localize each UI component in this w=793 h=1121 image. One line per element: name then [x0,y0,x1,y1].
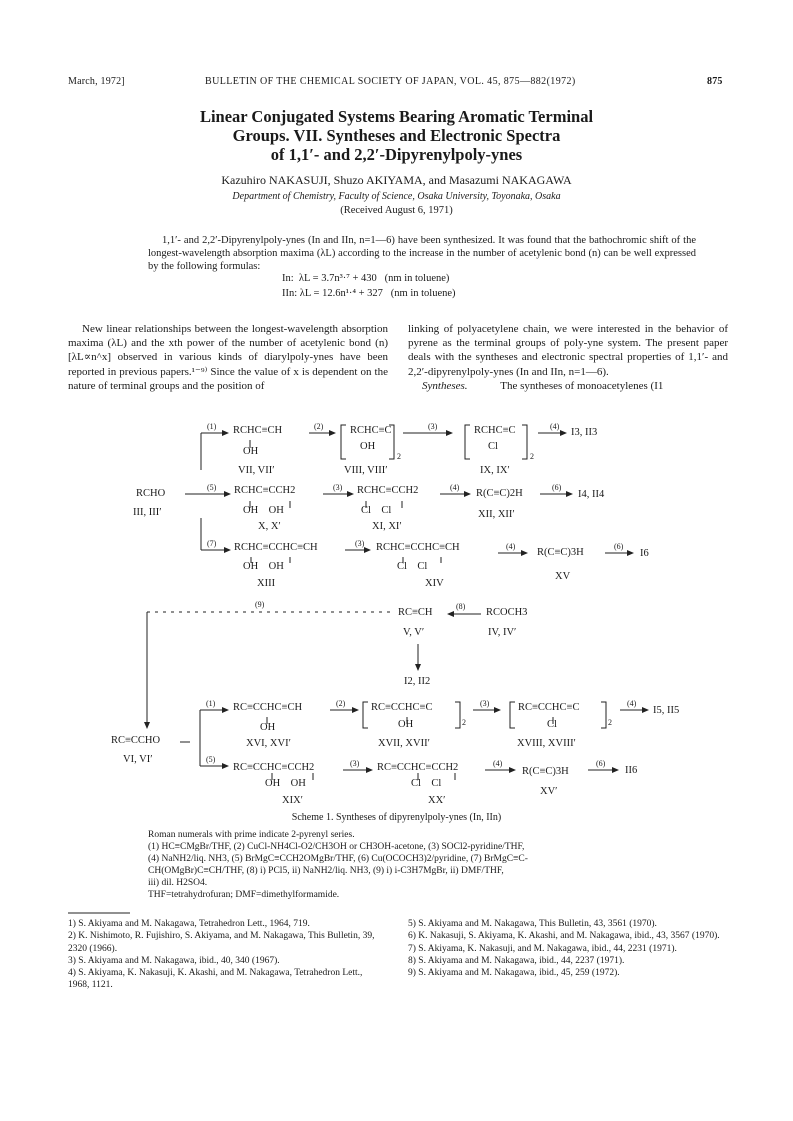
compound-xiii-formula: RCHC≡CCHC≡CH [234,542,318,553]
scheme-step-label: (3) [428,422,438,431]
reference-item: 4) S. Akiyama, K. Nakasuji, K. Akashi, and M. Nakagawa, Tetrahedron Lett., 1968, 1121. [68,968,363,991]
rccho-label: VI, VI′ [123,754,153,765]
compound-xix-label: XIX′ [282,795,303,806]
references-left [68,918,386,992]
compound-xvi-formula: RC≡CCHC≡CH [233,702,303,713]
header-page-number: 875 [707,76,723,87]
reference-item: 7) S. Akiyama, K. Nakasuji, and M. Nakagawa, ibid., 44, 2231 (1971). [408,943,677,954]
compound-xvii-formula: RC≡CCHC≡C [371,702,433,713]
compound-vii-formula: RCHC≡CH [233,425,283,436]
reference-item: 2) K. Nishimoto, R. Fujishiro, S. Akiyama, and M. Nakagawa, This Bulletin, 39, 2320 (1966). [68,931,375,954]
article-title-line-2: Groups. VII. Syntheses and Electronic Spectra [232,126,561,145]
abstract-formula-2: IIn: λL = 12.6n¹·⁴ + 327 (nm in toluene) [282,288,456,299]
compound-xv-prime-label: XV′ [540,786,558,797]
header-journal: BULLETIN OF THE CHEMICAL SOCIETY OF JAPAN, VOL. 45, 875—882(1972) [205,76,576,87]
syntheses-heading: Syntheses. [422,379,468,392]
body-left-column: New linear relationships between the longest-wavelength absorption maxima (λL) and the xth power of the number of acetylenic bond (n)[λL∝n^x] observed in various kinds of diarylpoly-ynes have been reported in previous papers.¹⁻⁹⁾ Since the value of x is dependent on the nature of terminal groups and the position of [68,323,388,392]
compound-xii-formula: R(C≡C)2H [476,488,523,499]
compound-x-formula: RCHC≡CCH2 [234,485,296,496]
header-date: March, 1972] [68,76,125,87]
compound-xvi-substituent: OH [260,722,276,733]
scheme-step-label: (5) [206,755,216,764]
compound-xviii-substituent: Cl [547,719,557,730]
rcho-label: III, III′ [133,507,162,518]
compound-xvii-substituent: OH [398,719,414,730]
article-title-line-3: of 1,1′- and 2,2′-Dipyrenylpoly-ynes [270,145,523,164]
product-i5-ii5: I5, II5 [653,705,680,716]
compound-xii-label: XII, XII′ [478,509,515,520]
compound-xviii-formula: RC≡CCHC≡C [518,702,580,713]
authors: Kazuhiro NAKASUJI, Shuzo AKIYAMA, and Masazumi NAKAGAWA [221,173,572,187]
abstract-text: 1,1′- and 2,2′-Dipyrenylpoly-ynes (In and IIn, n=1—6) have been synthesized. It was found that the bathochromic shift of the longest-wavelength absorption maxima (λL) according to the increase in the number of acetylenic bond (n) can be well expressed by the following formulas: [148,235,696,272]
scheme-step-label: (6) [596,759,606,768]
legend-line: CH(OMgBr)C≡CH/THF, (8) i) PCl5, ii) NaNH2/liq. NH3, (9) i) i-C3H7MgBr, ii) DMF/THF, [148,866,504,876]
rcho-formula: RCHO [136,488,166,499]
compound-v-formula: RC≡CH [398,607,433,618]
compound-vii-label: VII, VII′ [238,465,275,476]
scheme-step-label: (3) [350,759,360,768]
compound-xi-label: XI, XI′ [372,521,402,532]
reference-item: 5) S. Akiyama and M. Nakagawa, This Bulletin, 43, 3561 (1970). [408,919,657,929]
scheme-step-label: (1) [206,699,216,708]
scheme-step-label: (4) [506,542,516,551]
scheme-step-label: (2) [314,422,324,431]
compound-v-label: V, V′ [403,627,425,638]
scheme-step-label: (4) [493,759,503,768]
compound-xx-label: XX′ [428,795,446,806]
compound-xvi-label: XVI, XVI′ [246,738,291,749]
scheme-step-label: (3) [333,483,343,492]
reference-item: 1) S. Akiyama and M. Nakagawa, Tetrahedron Lett., 1964, 719. [68,919,310,929]
compound-viii-substituent: OH [360,441,376,452]
reference-item: 9) S. Akiyama and M. Nakagawa, ibid., 45, 259 (1972). [408,968,620,979]
legend-line: iii) dil. H2SO4. [148,878,208,888]
compound-xv-prime-formula: R(C≡C)3H [522,766,569,777]
product-ii6: II6 [625,765,638,776]
compound-ix-subscript: 2 [530,452,534,461]
compound-ix-substituent: Cl [488,441,498,452]
product-i6: I6 [640,548,649,559]
compound-xi-substituents: Cl Cl [361,505,392,516]
compound-xiv-formula: RCHC≡CCHC≡CH [376,542,460,553]
compound-ix-label: IX, IX′ [480,465,510,476]
compound-xvii-label: XVII, XVII′ [378,738,430,749]
compound-viii-formula: RCHC≡C [350,425,392,436]
product-i4-ii4: I4, II4 [578,489,605,500]
compound-iv-formula: RCOCH3 [486,607,528,618]
scheme-step-label: (3) [355,539,365,548]
compound-xviii-label: XVIII, XVIII′ [517,738,576,749]
body-right-paragraph-1: linking of polyacetylene chain, we were interested in the behavior of pyrene as the terminal groups of poly-yne system. The present paper deals with the syntheses and electronic spectral properties of 1,1′- and 2,2′-dipyrenylpoly-ynes (In and IIn, n=1—6). [408,323,728,378]
references-right [408,918,728,979]
scheme-step-label: (4) [550,422,560,431]
compound-iv-label: IV, IV′ [488,627,517,638]
compound-xi-formula: RCHC≡CCH2 [357,485,419,496]
compound-xiii-substituents: OH OH [243,561,284,572]
reference-item: 8) S. Akiyama and M. Nakagawa, ibid., 44, 2237 (1971). [408,955,625,966]
compound-xix-formula: RC≡CCHC≡CCH2 [233,762,315,773]
compound-xv-formula: R(C≡C)3H [537,547,584,558]
compound-x-substituents: OH OH [243,505,284,516]
legend-line: Roman numerals with prime indicate 2-pyrenyl series. [148,830,355,840]
compound-xvii-subscript: 2 [462,718,466,727]
compound-xiv-substituents: Cl Cl [397,561,428,572]
reference-item: 6) K. Nakasuji, S. Akiyama, K. Akashi, and M. Nakagawa, ibid., 43, 3567 (1970). [408,931,720,942]
scheme-step-label: (4) [627,699,637,708]
legend-line: THF=tetrahydrofuran; DMF=dimethylformamide. [148,890,340,900]
compound-xx-substituents: Cl Cl [411,778,442,789]
compound-x-label: X, X′ [258,521,281,532]
scheme-step-label: (7) [207,539,217,548]
abstract-formula-1: In: λL = 3.7n³·⁷ + 430 (nm in toluene) [282,273,450,284]
compound-xiii-label: XIII [257,578,276,589]
scheme-legend [148,829,648,901]
scheme-step-label: (1) [207,422,217,431]
compound-viii-label: VIII, VIII′ [344,465,388,476]
compound-xx-formula: RC≡CCHC≡CCH2 [377,762,459,773]
article-title-line-1: Linear Conjugated Systems Bearing Aromatic Terminal [199,107,594,126]
compound-xv-label: XV [555,571,571,582]
received-date: (Received August 6, 1971) [340,205,453,216]
scheme-step-label: (4) [450,483,460,492]
legend-line: (1) HC≡CMgBr/THF, (2) CuCl-NH4Cl-O2/CH3OH or CH3OH-acetone, (3) SOCl2-pyridine/THF, [148,842,525,852]
scheme-caption: Scheme 1. Syntheses of dipyrenylpoly-ynes (In, IIn) [291,812,502,823]
scheme-step-label: (5) [207,483,217,492]
scheme-step-label: (2) [336,699,346,708]
legend-line: (4) NaNH2/liq. NH3, (5) BrMgC≡CCH2OMgBr/THF, (6) Cu(OCOCH3)2/pyridine, (7) BrMgC≡C- [148,854,528,864]
compound-ix-formula: RCHC≡C [474,425,516,436]
compound-viii-subscript: 2 [397,452,401,461]
reference-item: 3) S. Akiyama and M. Nakagawa, ibid., 40, 340 (1967). [68,955,280,966]
scheme-step-label: (9) [255,600,265,609]
affiliation: Department of Chemistry, Faculty of Science, Osaka University, Toyonaka, Osaka [232,191,561,202]
compound-vii-substituent: OH [243,446,259,457]
compound-xviii-subscript: 2 [608,718,612,727]
scheme-step-label: (6) [614,542,624,551]
product-i2-ii2: I2, II2 [404,676,431,687]
compound-xix-substituents: OH OH [265,778,306,789]
scheme-step-label: (3) [480,699,490,708]
body-right-paragraph-2: The syntheses of monoacetylenes (I1 [500,379,664,392]
scheme-step-label: (6) [552,483,562,492]
product-i3-ii3: I3, II3 [571,427,598,438]
rccho-formula: RC≡CCHO [111,735,161,746]
scheme-step-label: (8) [456,602,466,611]
compound-xiv-label: XIV [425,578,444,589]
